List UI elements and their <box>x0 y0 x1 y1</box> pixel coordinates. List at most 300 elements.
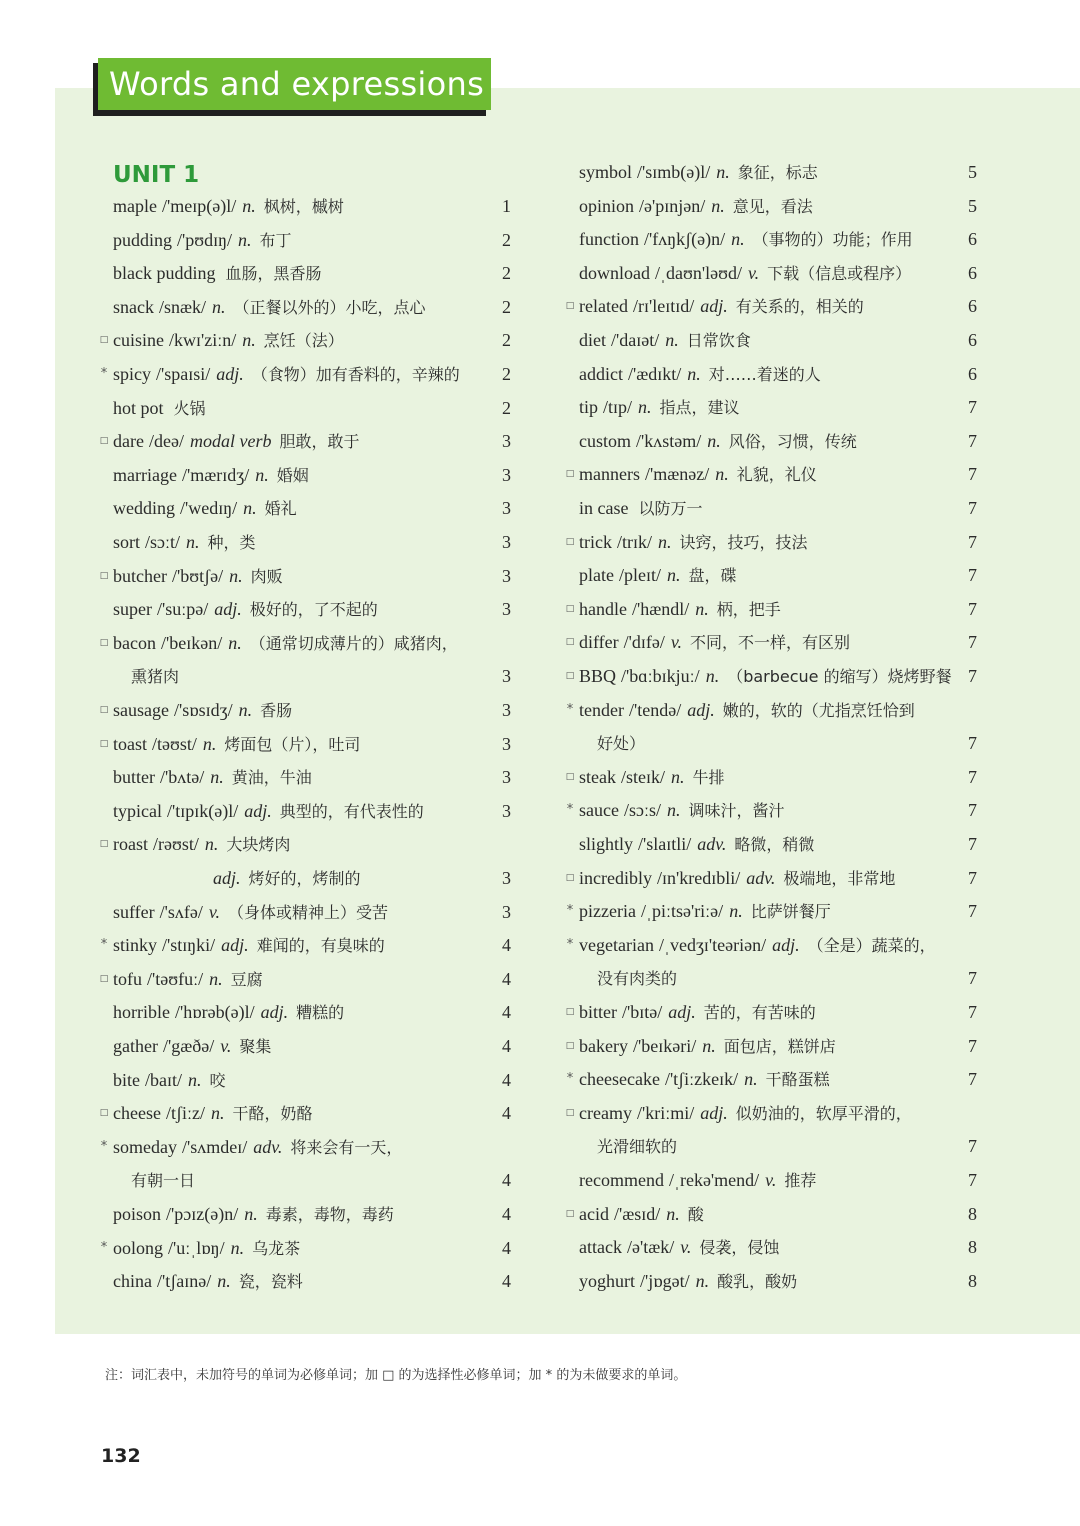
vocab-definition: 风俗，习惯，传统 <box>728 431 857 451</box>
vocab-word: bakery <box>579 1035 628 1056</box>
vocab-page-ref: 7 <box>968 733 977 754</box>
vocab-part-of-speech: adj. <box>772 934 800 955</box>
vocab-entry <box>113 1197 511 1231</box>
square-marker: □ <box>565 469 575 480</box>
vocab-phonetic: /ˌpiːtsə'riːə/ <box>640 901 724 922</box>
vocab-part-of-speech: n. <box>242 196 256 216</box>
vocab-page-ref: 6 <box>968 330 977 350</box>
vocab-phonetic: /'meɪp(ə)l/ <box>161 196 237 216</box>
vocab-part-of-speech: n. <box>667 800 681 821</box>
vocab-phonetic: /ɪn'kredɪbli/ <box>656 867 741 888</box>
vocab-entry <box>100 928 511 962</box>
vocab-entry <box>579 189 977 223</box>
vocab-phonetic: /'mærɪdʒ/ <box>181 464 250 485</box>
vocab-definition: 推荐 <box>784 1171 817 1190</box>
vocab-part-of-speech: n. <box>255 464 269 485</box>
vocab-definition: 不同，不一样，有区别 <box>690 633 851 653</box>
vocab-word: symbol <box>579 162 633 182</box>
vocab-entry <box>100 1130 403 1164</box>
vocab-definition: 比萨饼餐厅 <box>750 902 831 922</box>
vocab-phonetic: /'bʌtə/ <box>160 767 205 788</box>
vocab-part-of-speech: n. <box>229 565 243 586</box>
vocab-entry <box>565 525 977 559</box>
vocab-definition: 将来会有一天， <box>290 1137 403 1157</box>
vocab-page-ref: 4 <box>502 1271 511 1292</box>
vocab-word: stinky <box>113 935 158 956</box>
vocab-page-ref: 3 <box>502 431 511 452</box>
vocab-part-of-speech: n. <box>716 162 730 182</box>
vocab-definition: 象征，标志 <box>737 163 818 182</box>
vocab-page-ref: 4 <box>502 1237 511 1258</box>
vocab-page-ref: 3 <box>502 666 511 687</box>
vocab-entry <box>579 558 977 592</box>
vocab-definition: 肉贩 <box>250 566 283 586</box>
vocab-part-of-speech: adj. <box>221 935 249 956</box>
vocab-part-of-speech: n. <box>638 397 652 418</box>
square-marker: □ <box>99 637 109 648</box>
vocab-definition: 血肠，黑香肠 <box>225 264 322 284</box>
vocab-page-ref: 3 <box>502 901 511 922</box>
vocab-word: handle <box>579 598 627 619</box>
vocab-definition: 酸 <box>687 1204 704 1224</box>
vocab-word: sort <box>113 532 140 552</box>
vocab-phonetic: /'pʊdɪŋ/ <box>177 229 233 250</box>
vocab-page-ref: 7 <box>968 1170 977 1190</box>
vocab-phonetic: /steɪk/ <box>620 766 665 787</box>
vocab-entry-continuation <box>579 1129 977 1163</box>
vocab-part-of-speech: v. <box>765 1170 777 1190</box>
vocab-entry <box>565 1029 977 1063</box>
vocab-word: marriage <box>113 464 177 485</box>
square-marker: □ <box>99 335 109 346</box>
vocab-part-of-speech: n. <box>695 598 709 619</box>
vocab-phonetic: /baɪt/ <box>145 1069 182 1090</box>
vocab-word: wedding <box>113 498 175 519</box>
vocab-word: plate <box>579 565 614 586</box>
vocab-word: bitter <box>579 1002 617 1022</box>
vocab-phonetic: /ə'pɪnjən/ <box>639 195 706 216</box>
vocab-page-ref: 7 <box>968 1069 977 1090</box>
vocab-word: snack <box>113 296 154 317</box>
vocab-entry-continuation <box>579 726 977 760</box>
vocab-phonetic: /'kriːmi/ <box>636 1102 695 1123</box>
square-marker: □ <box>99 973 109 984</box>
vocab-part-of-speech: n. <box>670 766 685 787</box>
vocab-word: typical <box>113 800 162 821</box>
vocab-entry <box>579 357 977 391</box>
vocab-definition: 烹饪（法） <box>263 331 344 351</box>
vocab-entry <box>565 289 977 323</box>
vocab-phonetic: /'dɪfə/ <box>623 632 665 653</box>
vocab-phonetic: /'stɪŋki/ <box>162 935 216 956</box>
vocab-part-of-speech: adj. <box>700 296 728 317</box>
vocab-entry <box>113 525 511 559</box>
vocab-word: attack <box>579 1237 622 1258</box>
vocab-entry <box>579 1264 977 1298</box>
vocab-page-ref: 3 <box>502 565 511 586</box>
vocab-entry <box>113 895 511 929</box>
vocab-phonetic: /'tendə/ <box>628 699 682 720</box>
vocab-entry <box>99 323 511 357</box>
vocab-part-of-speech: v. <box>747 262 760 283</box>
asterisk-marker: * <box>566 802 574 818</box>
vocab-definition: 有朝一日 <box>131 1171 196 1191</box>
vocab-word: bacon <box>113 632 156 653</box>
vocab-definition: 诀窍，技巧，技法 <box>679 532 808 552</box>
vocab-entry <box>100 1231 511 1265</box>
vocab-page-ref: 7 <box>968 666 977 686</box>
vocab-definition: （通常切成薄片的）咸猪肉， <box>249 633 458 653</box>
vocab-entry <box>579 222 977 256</box>
vocab-word: butcher <box>113 565 167 586</box>
vocab-page-ref: 1 <box>502 196 511 216</box>
vocab-word: steak <box>579 766 616 787</box>
vocab-entry <box>566 1062 977 1096</box>
vocab-part-of-speech: adj. <box>260 1002 289 1023</box>
vocab-word: cheesecake <box>579 1069 660 1090</box>
vocab-entry <box>579 827 977 861</box>
vocab-part-of-speech: n. <box>687 363 701 384</box>
vocab-page-ref: 8 <box>968 1203 977 1224</box>
vocab-word: recommend <box>579 1170 664 1190</box>
vocab-entry <box>113 1264 511 1298</box>
vocab-word: toast <box>113 733 147 754</box>
vocab-entry <box>579 1230 977 1264</box>
vocab-page-ref: 2 <box>502 364 511 384</box>
vocab-phonetic: /'sɒsɪdʒ/ <box>173 700 233 720</box>
vocab-definition: 毒素，毒物，毒药 <box>265 1205 394 1224</box>
vocab-word: download <box>579 262 650 283</box>
vocab-word: horrible <box>113 1002 170 1023</box>
vocab-page-ref: 8 <box>968 1237 977 1258</box>
vocab-part-of-speech: v. <box>670 632 683 653</box>
vocab-page-ref: 4 <box>502 935 511 956</box>
vocab-definition: 盘，碟 <box>688 566 737 586</box>
square-marker: □ <box>99 570 109 581</box>
vocab-word: cuisine <box>113 330 164 351</box>
vocab-definition: （barbecue 的缩写）烧烤野餐 <box>727 667 952 686</box>
vocab-page-ref: 7 <box>968 397 977 418</box>
vocab-part-of-speech: adv. <box>746 867 776 888</box>
vocab-definition: 烤面包（片），吐司 <box>224 734 361 754</box>
vocab-part-of-speech: n. <box>244 1204 258 1224</box>
vocab-entry <box>565 861 977 895</box>
vocab-part-of-speech: n. <box>666 1203 680 1224</box>
vocab-word: tip <box>579 397 599 418</box>
vocab-definition: 酸乳，酸奶 <box>717 1271 798 1291</box>
vocab-entry <box>99 1096 511 1130</box>
vocab-definition: 婚礼 <box>264 499 297 519</box>
vocab-word: diet <box>579 330 606 350</box>
square-marker: □ <box>99 1108 109 1119</box>
vocab-entry <box>566 793 977 827</box>
square-marker: □ <box>565 637 575 648</box>
vocab-page-ref: 2 <box>502 263 511 284</box>
vocab-page-ref: 6 <box>968 262 977 283</box>
vocab-part-of-speech: adj. <box>216 364 244 384</box>
vocab-page-ref: 6 <box>968 229 977 250</box>
vocab-definition: 侵袭，侵蚀 <box>699 1238 780 1258</box>
vocab-page-ref: 2 <box>502 229 511 250</box>
vocab-definition: 乌龙茶 <box>252 1238 301 1258</box>
vocab-word: super <box>113 599 152 620</box>
vocab-entry <box>579 390 977 424</box>
asterisk-marker: * <box>566 936 574 952</box>
vocab-definition: 对……着迷的人 <box>708 364 821 384</box>
vocab-entry <box>565 592 977 626</box>
vocab-phonetic: /'təʊfuː/ <box>147 968 204 989</box>
vocab-word: incredibly <box>579 867 652 888</box>
footnote: 注：词汇表中，未加符号的单词为必修单词；加 □ 的为选择性必修单词；加 * 的为未做要求的单词。 <box>105 1368 687 1383</box>
vocab-part-of-speech: n. <box>210 1103 225 1124</box>
vocab-phonetic: /sɔːs/ <box>623 800 661 821</box>
vocab-part-of-speech: n. <box>695 1270 710 1291</box>
vocab-word: cheese <box>113 1103 161 1124</box>
vocab-phonetic: /'gæðə/ <box>162 1036 215 1056</box>
vocab-part-of-speech: n. <box>707 430 721 451</box>
vocab-entry <box>579 1163 977 1197</box>
vocab-page-ref: 7 <box>968 1035 977 1056</box>
vocab-page-ref: 7 <box>968 464 977 485</box>
vocab-word: gather <box>113 1036 158 1056</box>
square-marker: □ <box>565 301 575 312</box>
vocab-definition: 枫树，槭树 <box>263 197 344 216</box>
square-marker: □ <box>565 1208 575 1219</box>
asterisk-marker: * <box>100 1239 108 1255</box>
vocab-part-of-speech: adj. <box>700 1102 728 1123</box>
vocab-part-of-speech: n. <box>238 229 252 250</box>
vocab-entry <box>113 1029 511 1063</box>
vocab-entry <box>99 962 511 996</box>
vocab-part-of-speech: n. <box>666 565 681 586</box>
vocab-definition: 礼貌，礼仪 <box>736 465 817 485</box>
vocab-phonetic: /ˌvedʒɪ'teəriən/ <box>658 934 767 955</box>
vocab-word: china <box>113 1271 152 1292</box>
vocab-page-ref: 7 <box>968 766 977 787</box>
vocab-entry <box>113 592 511 626</box>
vocab-page-ref: 3 <box>502 464 511 485</box>
vocab-part-of-speech: n. <box>658 531 672 552</box>
vocab-phonetic: /'bɪtə/ <box>622 1002 663 1022</box>
vocab-part-of-speech: adv. <box>697 834 727 854</box>
vocab-part-of-speech: n. <box>228 632 242 653</box>
asterisk-marker: * <box>566 701 574 717</box>
vocab-definition: 熏猪肉 <box>131 667 180 687</box>
vocab-word: roast <box>113 834 148 855</box>
vocab-word: oolong <box>113 1237 164 1258</box>
vocab-phonetic: /'daɪət/ <box>611 330 660 350</box>
vocab-page-ref: 7 <box>968 531 977 552</box>
vocab-phonetic: /'tɪpɪk(ə)l/ <box>166 800 239 821</box>
vocab-page-ref: 3 <box>502 733 511 754</box>
vocab-entry <box>113 794 511 828</box>
vocab-phonetic: /'hɒrəb(ə)l/ <box>174 1002 255 1023</box>
vocab-definition: 日常饮食 <box>686 331 751 350</box>
vocab-definition: 布丁 <box>259 230 292 250</box>
vocab-page-ref: 7 <box>968 901 977 922</box>
vocab-word: in case <box>579 498 629 518</box>
vocab-phonetic: /təʊst/ <box>152 733 197 754</box>
vocab-entry <box>113 760 511 794</box>
vocab-definition: （全是）蔬菜的， <box>807 935 936 955</box>
vocab-entry <box>113 458 511 492</box>
vocab-definition: 极好的，了不起的 <box>249 600 378 620</box>
vocab-phonetic: /ə'tæk/ <box>626 1237 675 1258</box>
vocab-part-of-speech: n. <box>715 464 729 485</box>
vocab-page-ref: 2 <box>502 296 511 317</box>
vocab-word: manners <box>579 464 640 485</box>
vocab-definition: 种，类 <box>207 533 256 552</box>
square-marker: □ <box>99 436 109 447</box>
vocab-page-ref: 2 <box>502 330 511 351</box>
vocab-entry <box>113 189 511 223</box>
vocab-part-of-speech: n. <box>209 968 223 989</box>
vocab-entry <box>579 155 977 189</box>
vocab-page-ref: 8 <box>968 1270 977 1291</box>
vocab-definition: 没有肉类的 <box>597 969 678 989</box>
vocab-part-of-speech: v. <box>220 1036 232 1056</box>
vocab-definition: 略微，稍微 <box>734 835 815 854</box>
vocab-definition: 咬 <box>209 1070 226 1090</box>
vocab-phonetic: /sɔːt/ <box>145 532 180 552</box>
vocab-phonetic: /'slaɪtli/ <box>638 834 692 854</box>
vocab-page-ref: 4 <box>502 1036 511 1056</box>
vocab-word: spicy <box>113 364 151 384</box>
vocab-page-ref: 4 <box>502 1170 511 1191</box>
vocab-part-of-speech: n. <box>188 1069 202 1090</box>
vocab-definition: （身体或精神上）受苦 <box>228 902 389 922</box>
vocab-phonetic: /'mænəz/ <box>644 464 710 485</box>
page-number: 132 <box>101 1445 141 1467</box>
vocab-part-of-speech: n. <box>230 1237 245 1258</box>
vocab-definition: 调味汁，酱汁 <box>688 801 785 821</box>
square-marker: □ <box>99 839 109 850</box>
vocab-page-ref: 7 <box>968 632 977 653</box>
vocab-phonetic: /'bʊtʃə/ <box>171 565 224 586</box>
vocab-word: sausage <box>113 700 169 720</box>
vocab-part-of-speech: adj. <box>687 699 715 720</box>
vocab-phonetic: /'æsɪd/ <box>613 1203 661 1224</box>
vocab-part-of-speech: n. <box>202 733 217 754</box>
square-marker: □ <box>99 738 109 749</box>
vocab-definition: 干酪蛋糕 <box>765 1070 830 1090</box>
vocab-part-of-speech: n. <box>210 767 224 788</box>
vocab-entry <box>579 424 977 458</box>
vocab-word: pudding <box>113 229 173 250</box>
vocab-part-of-speech: adj. <box>214 599 242 620</box>
vocab-entry <box>113 223 511 257</box>
vocab-word: differ <box>579 632 619 653</box>
vocab-page-ref: 6 <box>968 363 977 384</box>
vocab-entry <box>99 559 511 593</box>
vocab-entry <box>99 827 291 861</box>
vocab-phonetic: /'tʃiːzkeɪk/ <box>664 1069 739 1090</box>
vocab-word: black pudding <box>113 263 216 284</box>
vocab-definition: 嫩的，软的（尤指烹饪恰到 <box>722 700 915 720</box>
vocab-word: function <box>579 229 639 250</box>
asterisk-marker: * <box>100 1138 108 1154</box>
vocab-page-ref: 7 <box>968 968 977 989</box>
vocab-definition: 干酪，奶酪 <box>232 1104 313 1124</box>
vocab-page-ref: 7 <box>968 498 977 518</box>
vocab-word: bite <box>113 1069 140 1090</box>
vocab-definition: 豆腐 <box>230 969 263 989</box>
vocab-page-ref: 4 <box>502 968 511 989</box>
vocab-part-of-speech: n. <box>731 229 745 250</box>
vocab-entry <box>113 391 511 425</box>
vocab-word: sauce <box>579 800 619 821</box>
vocab-part-of-speech: n. <box>243 498 257 519</box>
vocab-phonetic: /'ædɪkt/ <box>627 363 682 384</box>
vocab-page-ref: 7 <box>968 867 977 888</box>
vocab-page-ref: 7 <box>968 430 977 451</box>
vocab-word: tofu <box>113 968 142 989</box>
vocab-entry <box>113 491 511 525</box>
square-marker: □ <box>565 1107 575 1118</box>
vocab-entry <box>100 357 511 391</box>
vocab-word: maple <box>113 196 157 216</box>
vocab-page-ref: 7 <box>968 1136 977 1157</box>
vocab-entry <box>565 760 977 794</box>
vocab-phonetic: /'beɪkəri/ <box>632 1035 697 1056</box>
vocab-word: acid <box>579 1203 609 1224</box>
vocab-definition: 面包店，糕饼店 <box>723 1036 836 1056</box>
vocab-definition: 指点，建议 <box>659 398 740 418</box>
vocab-word: slightly <box>579 834 634 854</box>
vocab-entry <box>113 995 511 1029</box>
vocab-page-ref: 3 <box>502 800 511 821</box>
unit-heading: UNIT 1 <box>113 162 200 188</box>
vocab-page-ref: 7 <box>968 598 977 619</box>
vocab-definition: 典型的，有代表性的 <box>279 801 424 821</box>
vocab-page-ref: 2 <box>502 397 511 418</box>
vocab-part-of-speech: adj. <box>213 868 241 888</box>
vocab-definition: 胆敢，敢于 <box>279 432 360 452</box>
vocab-part-of-speech: v. <box>208 901 221 922</box>
vocab-page-ref: 4 <box>502 1069 511 1090</box>
vocab-part-of-speech: n. <box>217 1271 231 1292</box>
vocab-word: opinion <box>579 195 635 216</box>
vocab-part-of-speech: n. <box>238 700 253 720</box>
vocab-definition: 极端地，非常地 <box>783 868 896 888</box>
vocab-definition: （正餐以外的）小吃，点心 <box>233 297 426 317</box>
vocab-part-of-speech: n. <box>212 296 226 317</box>
vocab-definition: 好处） <box>597 734 646 754</box>
vocab-part-of-speech: v. <box>680 1237 692 1258</box>
vocab-page-ref: 4 <box>502 1204 511 1224</box>
vocab-definition: 牛排 <box>692 767 725 787</box>
vocab-word: butter <box>113 767 155 788</box>
vocab-page-ref: 3 <box>502 868 511 888</box>
vocab-page-ref: 6 <box>968 296 977 317</box>
vocab-definition: 火锅 <box>173 398 206 418</box>
square-marker: □ <box>565 603 575 614</box>
vocab-phonetic: /tɪp/ <box>603 397 633 418</box>
vocab-word: creamy <box>579 1102 632 1123</box>
vocab-entry-continuation <box>113 1163 511 1197</box>
vocab-word: addict <box>579 363 623 384</box>
vocab-part-of-speech: adv. <box>253 1136 283 1157</box>
vocab-phonetic: /'suːpə/ <box>157 599 209 620</box>
vocab-phonetic: /'kʌstəm/ <box>636 430 702 451</box>
vocab-phonetic: /rəʊst/ <box>153 834 199 855</box>
vocab-definition: 香肠 <box>260 701 293 720</box>
vocab-part-of-speech: n. <box>744 1069 758 1090</box>
vocab-page-ref: 4 <box>502 1002 511 1023</box>
vocab-phonetic: /ˌdaʊn'ləʊd/ <box>655 262 742 283</box>
square-marker: □ <box>565 1007 575 1017</box>
vocab-word: custom <box>579 430 631 451</box>
